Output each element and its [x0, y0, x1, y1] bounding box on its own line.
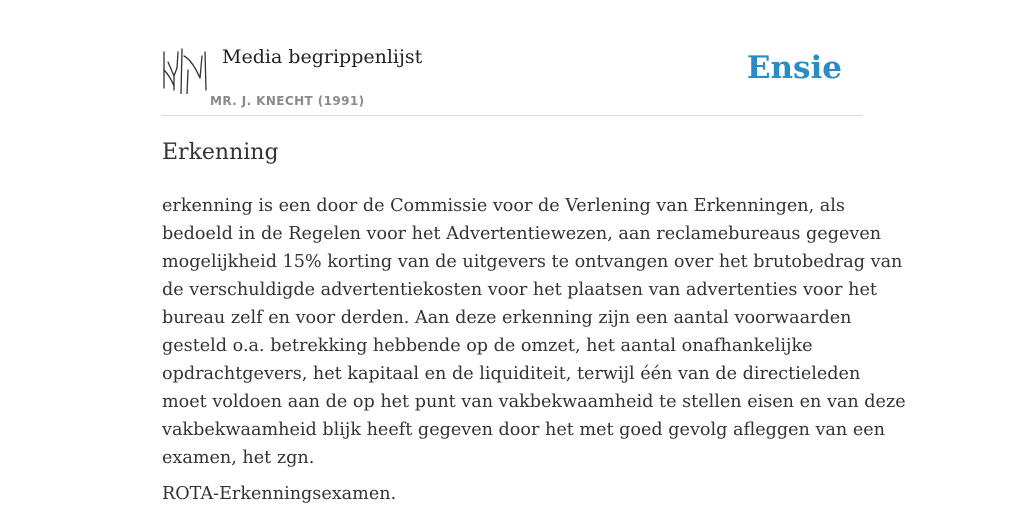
- paragraph-line: gesteld o.a. betrekking hebbende op de omzet, het aantal onafhankelijke: [162, 336, 813, 356]
- entry-paragraph-2: ROTA-Erkenningsexamen.: [162, 484, 397, 504]
- paragraph-line: de verschuldigde advertentiekosten voor het plaatsen van advertenties voor het: [162, 280, 877, 300]
- ensie-brand-logo[interactable]: Ensie: [746, 50, 842, 86]
- knecht-m-logo-icon[interactable]: [162, 48, 208, 94]
- paragraph-line: examen, het zgn.: [162, 448, 315, 468]
- book-title[interactable]: Media begrippenlijst: [222, 46, 423, 68]
- paragraph-line: opdrachtgevers, het kapitaal en de liquiditeit, terwijl één van de directieleden: [162, 364, 861, 384]
- entry-body: [162, 192, 906, 512]
- entry-paragraph: [162, 192, 906, 472]
- paragraph-line: erkenning is een door de Commissie voor de Verlening van Erkenningen, als: [162, 196, 845, 216]
- header: [162, 44, 862, 116]
- paragraph-line: bureau zelf en voor derden. Aan deze erkenning zijn een aantal voorwaarden: [162, 308, 852, 328]
- paragraph-line: moet voldoen aan de op het punt van vakbekwaamheid te stellen eisen en van deze: [162, 392, 906, 412]
- paragraph-line: bedoeld in de Regelen voor het Advertentiewezen, aan reclamebureaus gegeven: [162, 224, 882, 244]
- paragraph-line: vakbekwaamheid blijk heeft gegeven door het met goed gevolg afleggen van een: [162, 420, 885, 440]
- entry-title: Erkenning: [162, 140, 279, 165]
- paragraph-line: mogelijkheid 15% korting van de uitgevers te ontvangen over het brutobedrag van: [162, 252, 903, 272]
- author-label: MR. J. KNECHT (1991): [210, 94, 365, 108]
